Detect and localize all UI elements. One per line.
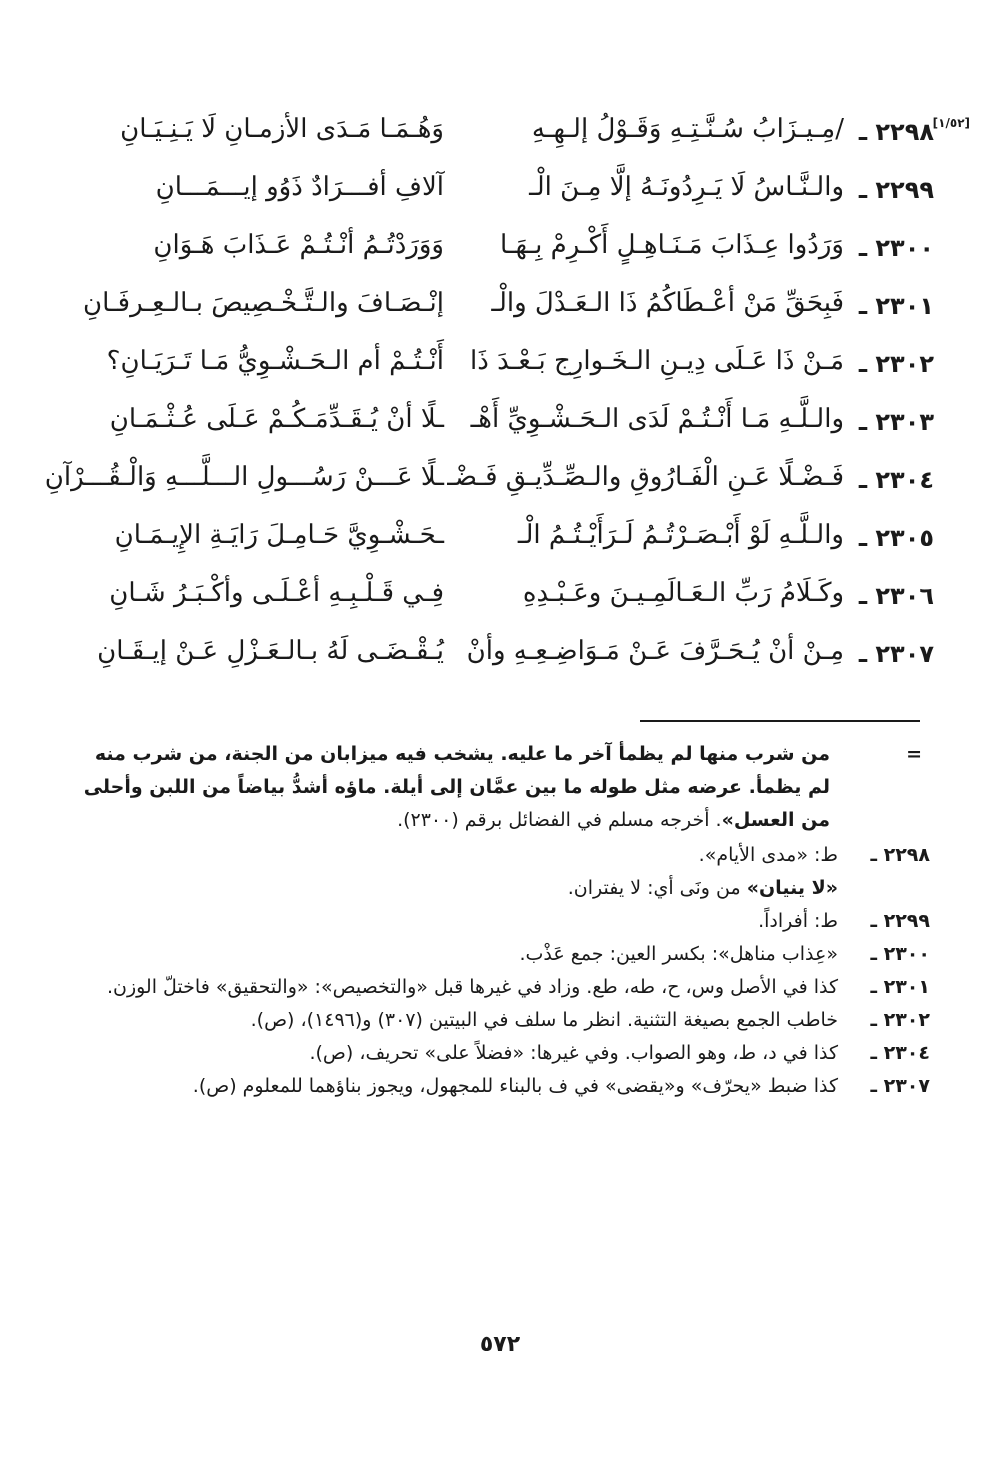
verse-number: ٢٣٠٧ ـ xyxy=(858,640,934,668)
verse-first-hemistich: والـنَّـاسُ لَا يَـرِدُونَـهُ إلَّا مِـنَ الْـ xyxy=(529,172,844,202)
verse-number: ٢٣٠٥ ـ xyxy=(858,524,934,552)
footnote xyxy=(70,938,930,971)
footnote xyxy=(70,971,930,1004)
verse-first-hemistich: وكَـلَامُ رَبِّ الـعَـالَمِـيـنَ وعَـبْـدِهِ xyxy=(522,578,844,608)
verse-number: ٢٢٩٨ ـ xyxy=(858,118,934,146)
verse-first-hemistich: مِـنْ أنْ يُـحَـرَّفَ عَـنْ مَـوَاضِـعِـهِ وأنْ xyxy=(466,636,844,666)
verse-first-hemistich: فَـضْـلًا عَـنِ الْفَـارُوقِ والـصِّـدِّيـقِ فَـضْـ xyxy=(447,462,844,492)
hadith-quote: من شرب منها لم يظمأ آخر ما عليه. يشخب فيه ميزابان من الجنة، من شرب منه لم يظمأ. عرضه مثل طوله ما بين عمَّان إلى أيلة. ماؤه أشدُّ بياضاً من اللبن وأحلى من العسل» xyxy=(83,743,830,831)
footnote-separator xyxy=(640,720,920,722)
verse-number: ٢٢٩٩ ـ xyxy=(858,176,934,204)
footnote xyxy=(70,1070,930,1103)
verse xyxy=(64,286,934,344)
footnote-term: «لا ينيان» xyxy=(746,877,838,899)
verse-second-hemistich: إنْـصَـافَ والـتَّـخْـصِيصَ بـالـعِـرفَـانِ xyxy=(83,288,444,318)
verse xyxy=(64,576,934,634)
footnote-number: ٢٣٠٧ ـ xyxy=(870,1075,930,1097)
footnote xyxy=(70,1037,930,1070)
hadith-reference: . أخرجه مسلم في الفضائل برقم (٢٣٠٠). xyxy=(397,809,722,831)
footnote-text: ط: «مدى الأيام». xyxy=(698,844,838,866)
footnote-text: ط: أفراداً. xyxy=(758,910,838,932)
verse-second-hemistich: وَوَرَدْتُـمُ أنْـتُـمْ عَـذَابَ هَـوَانِ xyxy=(153,230,444,260)
verse-second-hemistich: ـلًا عَـــنْ رَسُـــولِ الـــلَّـــهِ وَالْـقُـــرْآنِ xyxy=(44,462,444,492)
verse-first-hemistich: وَرَدُوا عِـذَابَ مَـنَـاهِـلٍ أَكْـرِمْ بِـهَـا xyxy=(500,230,844,260)
poem xyxy=(44,112,970,692)
verse-second-hemistich: وَهُـمَـا مَـدَى الأزمـانِ لَا يَـنِـيَـانِ xyxy=(120,114,444,144)
footnotes xyxy=(70,738,930,1103)
verse-number: ٢٣٠٢ ـ xyxy=(858,350,934,378)
footnote-text: كذا ضبط «يحرّف» و«يقضى» في ف بالبناء للمجهول، ويجوز بناؤهما للمعلوم (ص). xyxy=(192,1075,838,1097)
verse-first-hemistich: فَبِحَقِّ مَنْ أعْـطَاكُمُ ذَا الـعَـدْلَ والْـ xyxy=(491,288,844,318)
verse-number: ٢٣٠١ ـ xyxy=(858,292,934,320)
footnote-text: خاطب الجمع بصيغة التثنية. انظر ما سلف في البيتين (٣٠٧) و(١٤٩٦)، (ص). xyxy=(250,1009,838,1031)
footnote-text: كذا في الأصل وس، ح، طه، طع. وزاد في غيرها قبل «والتخصيص»: «والتحقيق» فاختلّ الوزن. xyxy=(106,976,838,998)
verse xyxy=(64,518,934,576)
page-number: ٥٧٢ xyxy=(479,1332,521,1357)
verse-second-hemistich: آلافِ أفـــرَادٌ ذَوُو إيـــمَـــانِ xyxy=(155,172,444,202)
verse-number: ٢٣٠٠ ـ xyxy=(858,234,934,262)
footnote xyxy=(70,872,930,905)
verse-number: ٢٣٠٣ ـ xyxy=(858,408,934,436)
verse xyxy=(64,228,934,286)
verse-number: ٢٣٠٦ ـ xyxy=(858,582,934,610)
verse-first-hemistich: والـلَّـهِ مَـا أَنْـتُـمْ لَدَى الـحَـشْـوِيِّ أَهْـ xyxy=(470,404,844,434)
footnote-number: ٢٣٠٤ ـ xyxy=(870,1042,930,1064)
verse xyxy=(64,634,934,692)
verse xyxy=(44,460,934,518)
footnote xyxy=(70,1004,930,1037)
footnote-number: ٢٢٩٩ ـ xyxy=(870,910,930,932)
footnote-number: ٢٣٠٠ ـ xyxy=(870,943,930,965)
verse xyxy=(64,170,934,228)
verse-first-hemistich: والـلَّـهِ لَوْ أَبْـصَـرْتُـمُ لَـرَأَيْـتُـمُ الْـ xyxy=(517,520,844,550)
verse-second-hemistich: يُـقْـضَـى لَهُ بـالـعَـزْلِ عَـنْ إيـقَـانِ xyxy=(97,636,444,666)
verse-second-hemistich: فِـي قَـلْـبِـهِ أعْـلَـى وأكْـبَـرُ شَـانِ xyxy=(109,578,444,608)
verse-first-hemistich: مَـنْ ذَا عَـلَى دِيـنِ الـخَـوارِج بَـعْـدَ ذَا xyxy=(470,346,844,376)
footnote xyxy=(70,905,930,938)
verse-number: ٢٣٠٤ ـ xyxy=(858,466,934,494)
verse-second-hemistich: ـحَـشْـوِيَّ حَـامِـلَ رَايَـةِ الإِيـمَـانِ xyxy=(114,520,444,550)
verse xyxy=(64,112,970,170)
footnote-text: «عِذاب مناهل»: بكسر العين: جمع عَذْب. xyxy=(519,943,838,965)
verse-first-hemistich: /مِـيـزَابُ سُـنَّـتِـهِ وَقَـوْلُ إلـهِـهِ xyxy=(531,114,844,144)
footnote-number: ٢٣٠١ ـ xyxy=(870,976,930,998)
footnote-text: كذا في د، ط، وهو الصواب. وفي غيرها: «فضلاً على» تحريف، (ص). xyxy=(309,1042,838,1064)
verse xyxy=(64,344,934,402)
verse xyxy=(64,402,934,460)
footnote-number: ٢٣٠٢ ـ xyxy=(870,1009,930,1031)
footnote-text: من ونَى أي: لا يفتران. xyxy=(567,877,747,899)
verse-second-hemistich: ـلًا أنْ يُـقَـدِّمَـكُـمْ عَـلَى عُـثْـمَـانِ xyxy=(109,404,444,434)
footnote xyxy=(70,839,930,872)
footnote-number: ٢٢٩٨ ـ xyxy=(870,844,930,866)
continuation-marker: = xyxy=(906,743,922,765)
margin-reference: [١/٥٢] xyxy=(932,116,970,130)
footnote-continuation xyxy=(70,738,930,837)
verse-second-hemistich: أَنْـتُـمْ أم الـحَـشْـوِيُّ مَـا تَـرَيَـانِ؟ xyxy=(106,346,444,376)
